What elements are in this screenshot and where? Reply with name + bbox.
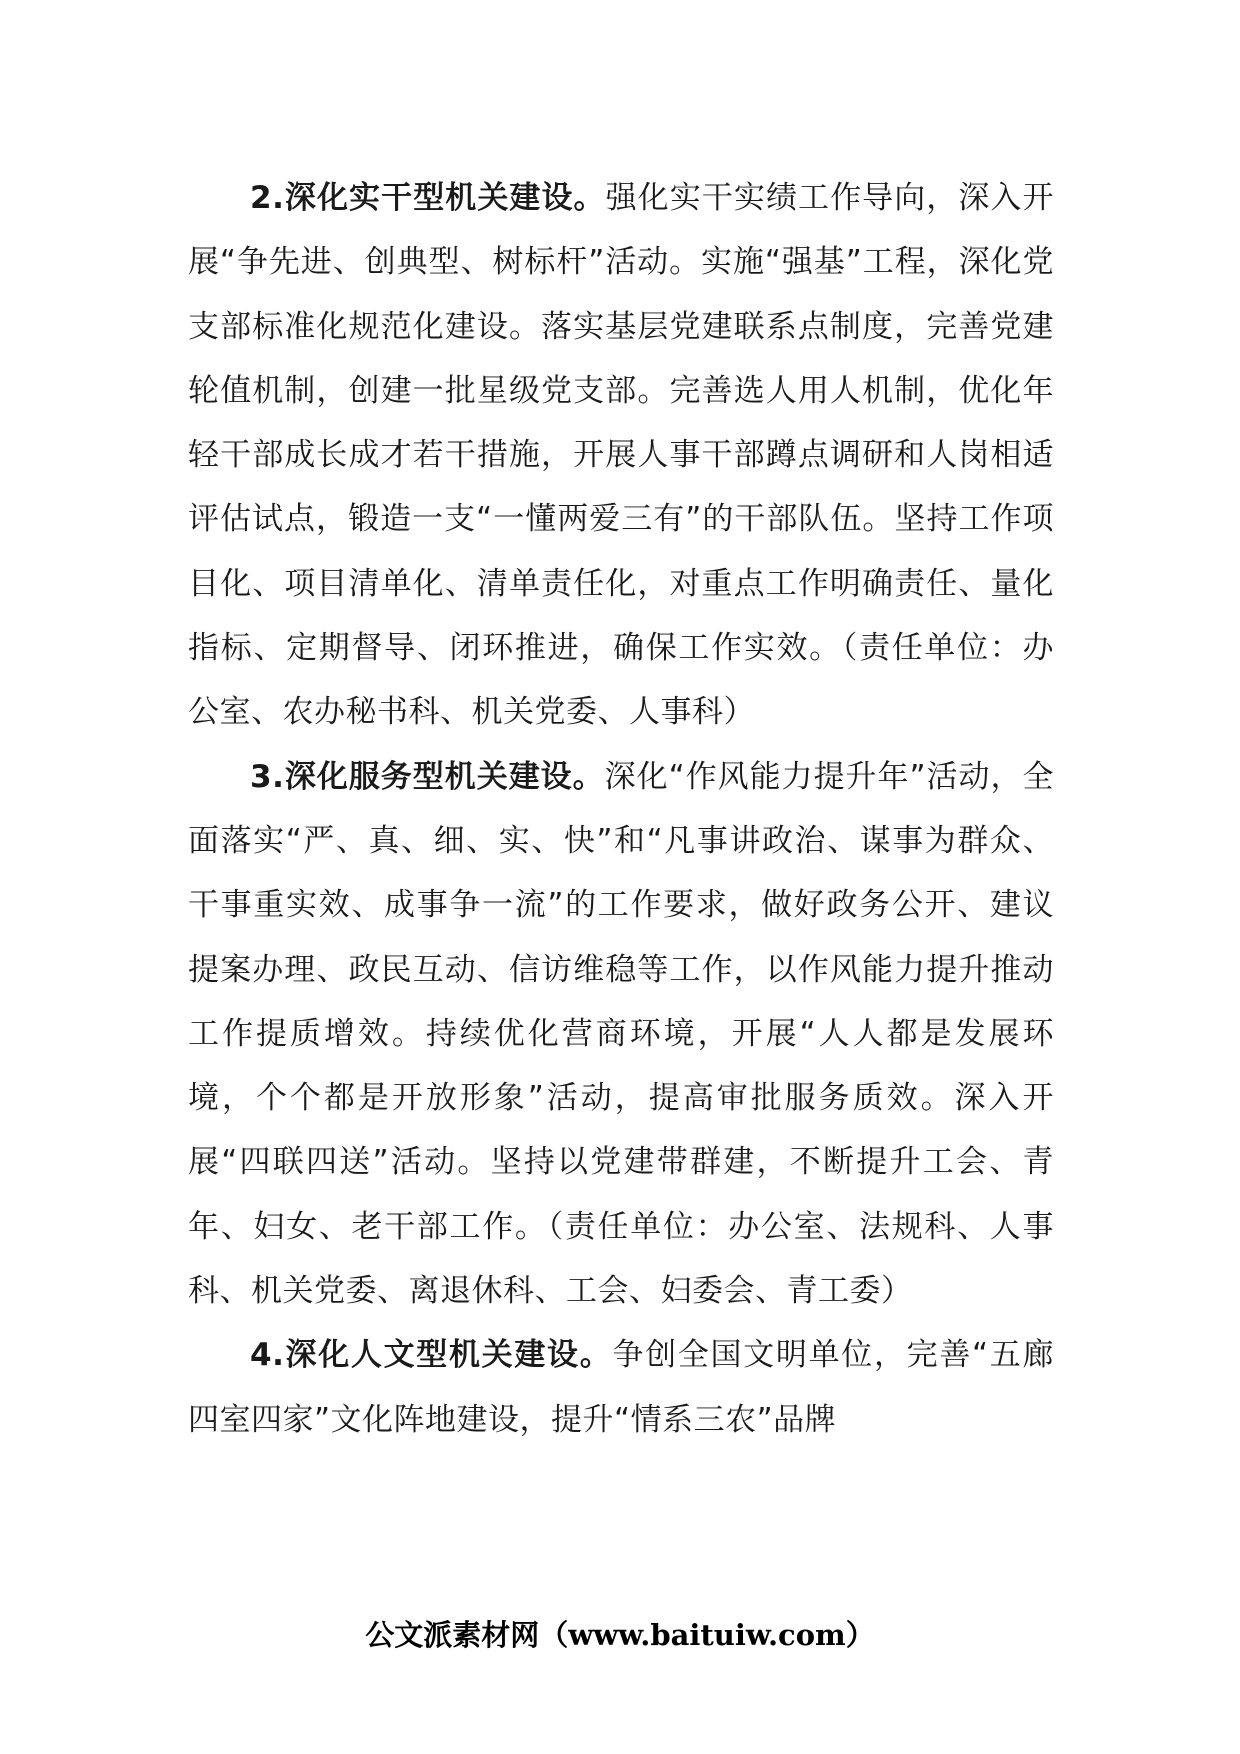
section-4-heading: 4.深化人文型机关建设。 [250,1337,613,1374]
section-2-body: 强化实干实绩工作导向，深入开展“争先进、创典型、树标杆”活动。实施“强基”工程，深化党支部标准化规范化建设。落实基层党建联系点制度，完善党建轮值机制，创建一批星级党支部。完善选人用人机制，优化年轻干部成长成才若干措施，开展人事干部蹲点调研和人岗相适评估试点，锻造一支“一懂两爱三有”的干部队伍。坚持工作项目化、项目清单化、清单责任化，对重点工作明确责任、量化指标、定期督导、闭环推进，确保工作实效。（责任单位：办公室、农办秘书科、机关党委、人事科） [188,180,1054,731]
section-4-paragraph [188,1323,1054,1452]
section-2-heading: 2.深化实干型机关建设。 [250,180,606,216]
section-3-paragraph [188,745,1054,1324]
section-3-heading: 3.深化服务型机关建设。 [250,758,605,795]
section-3-body: 深化“作风能力提升年”活动，全面落实“严、真、细、实、快”和“凡事讲政治、谋事为群众、干事重实效、成事争一流”的工作要求，做好政务公开、建议提案办理、政民互动、信访维稳等工作，以作风能力提升推动工作提质增效。持续优化营商环境，开展“人人都是发展环境，个个都是开放形象”活动，提高审批服务质效。深入开展“四联四送”活动。坚持以党建带群建，不断提升工会、青年、妇女、老干部工作。（责任单位：办公室、法规科、人事科、机关党委、离退休科、工会、妇委会、青工委） [188,758,1054,1310]
document-body [188,166,1054,1452]
section-4-body: 争创全国文明单位，完善“五廊四室四家”文化阵地建设，提升“情系三农”品牌 [188,1337,1054,1438]
footer-watermark: 公文派素材网（www.baituiw.com） [365,1618,875,1652]
section-2-paragraph [188,166,1054,745]
